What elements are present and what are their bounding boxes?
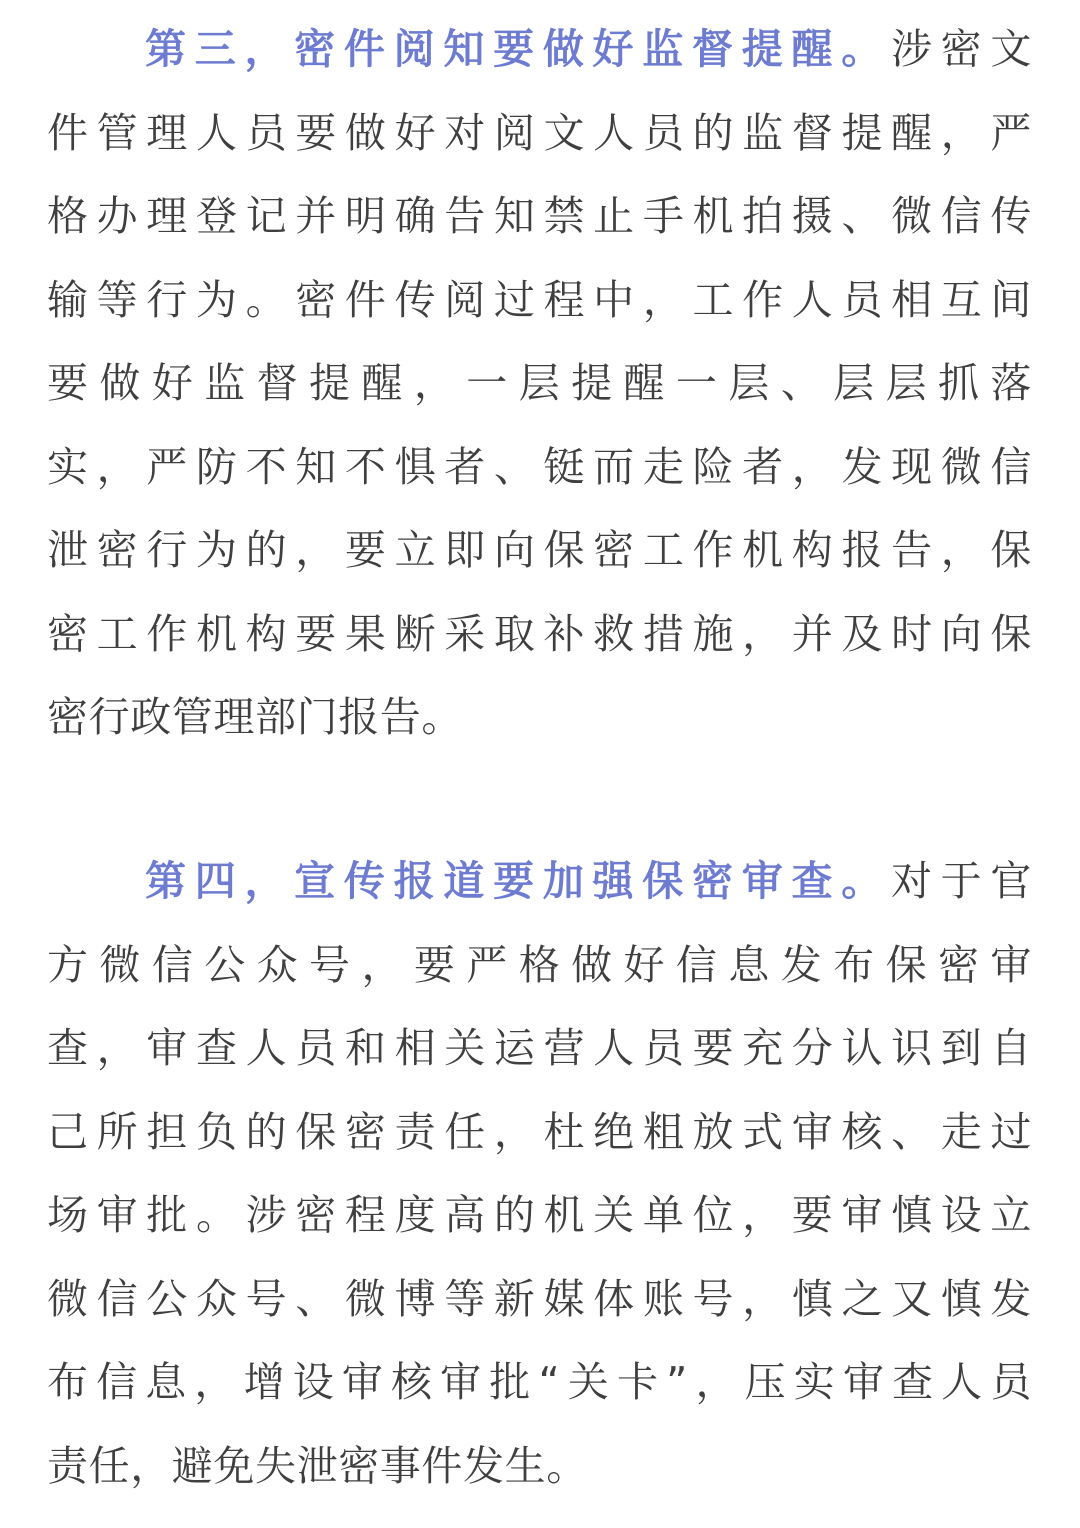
paragraph-line: 实，严防不知不惧者、铤而走险者，发现微信 (47, 442, 1032, 491)
paragraph-line: 泄密行为的，要立即向保密工作机构报告，保 (47, 526, 1032, 574)
paragraph-line: 布信息，增设审核审批“关卡”，压实审查人员 (47, 1358, 1032, 1406)
section-heading: 第三，密件阅知要做好监督提醒。 (145, 25, 891, 73)
paragraph-text: 对于官 (890, 857, 1032, 905)
paragraph-line: 责任，避免失泄密事件发生。 (47, 1441, 588, 1490)
paragraph-line (47, 840, 1032, 924)
paragraph-text: 涉密文 (890, 25, 1032, 73)
paragraph-line: 要做好监督提醒，一层提醒一层、层层抓落 (47, 359, 1032, 407)
section-heading: 第四，宣传报道要加强保密审查。 (145, 857, 891, 905)
paragraph-line (47, 8, 1032, 92)
paragraph-line: 输等行为。密件传阅过程中，工作人员相互间 (47, 275, 1032, 324)
paragraph-line: 密行政管理部门报告。 (47, 693, 463, 741)
paragraph-line: 己所担负的保密责任，杜绝粗放式审核、走过 (47, 1107, 1032, 1156)
paragraph-line: 场审批。涉密程度高的机关单位，要审慎设立 (47, 1191, 1032, 1239)
paragraph-line: 方微信公众号，要严格做好信息发布保密审 (47, 940, 1032, 989)
paragraph-line: 格办理登记并明确告知禁止手机拍摄、微信传 (47, 192, 1032, 240)
paragraph-section-3 (47, 8, 1032, 760)
paragraph-section-4 (47, 840, 1032, 1508)
paragraph-line: 密工作机构要果断采取补救措施，并及时向保 (47, 609, 1032, 658)
paragraph-line: 查，审查人员和相关运营人员要充分认识到自 (47, 1024, 1032, 1072)
paragraph-line: 件管理人员要做好对阅文人员的监督提醒，严 (47, 108, 1032, 157)
paragraph-line: 微信公众号、微博等新媒体账号，慎之又慎发 (47, 1274, 1032, 1323)
